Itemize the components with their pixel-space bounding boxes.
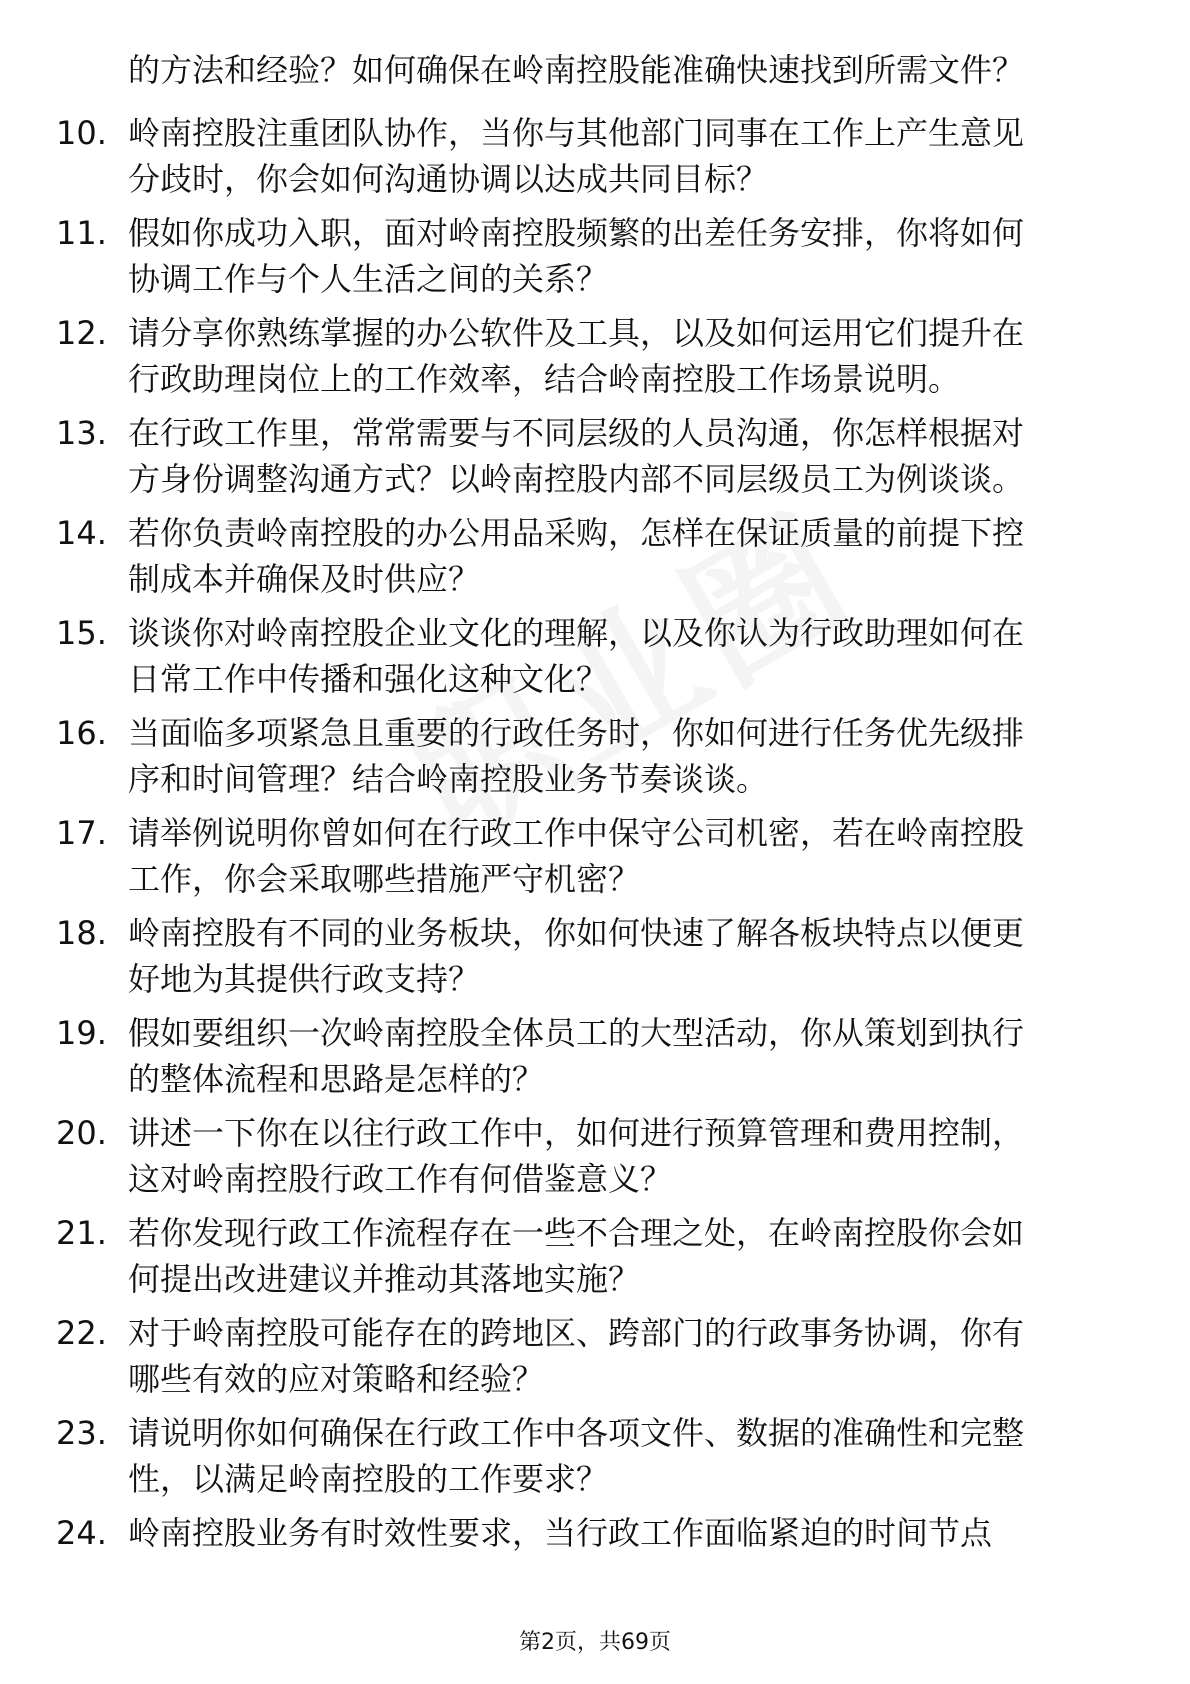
question-text: 对于岭南控股可能存在的跨地区、跨部门的行政事务协调，你有 哪些有效的应对策略和经验？ [128, 1314, 1025, 1398]
list-item [0, 710, 1190, 810]
question-number: 17. [56, 814, 107, 852]
list-item [0, 1410, 1190, 1510]
question-text: 岭南控股业务有时效性要求，当行政工作面临紧迫的时间节点 [128, 1514, 993, 1552]
question-number: 22. [56, 1314, 107, 1352]
list-item [0, 1310, 1190, 1410]
question-number: 19. [56, 1014, 107, 1052]
list-item [0, 410, 1190, 510]
question-text: 讲述一下你在以往行政工作中，如何进行预算管理和费用控制， 这对岭南控股行政工作有何借鉴意义？ [128, 1114, 1025, 1198]
question-number: 24. [56, 1514, 107, 1552]
question-text: 在行政工作里，常常需要与不同层级的人员沟通，你怎样根据对 方身份调整沟通方式？以岭南控股内部不同层级员工为例谈谈。 [128, 414, 1025, 498]
question-number: 21. [56, 1214, 107, 1252]
list-item [0, 1010, 1190, 1110]
page-footer: 第2页，共69页 [519, 1630, 671, 1655]
question-list [0, 110, 1190, 1610]
list-item [0, 610, 1190, 710]
continuation-text: 的方法和经验？如何确保在岭南控股能准确快速找到所需文件？ [128, 51, 1025, 89]
list-item [0, 310, 1190, 410]
question-text: 请说明你如何确保在行政工作中各项文件、数据的准确性和完整 性，以满足岭南控股的工作要求？ [128, 1414, 1025, 1498]
question-text: 当面临多项紧急且重要的行政任务时，你如何进行任务优先级排 序和时间管理？结合岭南控股业务节奏谈谈。 [128, 714, 1025, 798]
question-text: 若你负责岭南控股的办公用品采购，怎样在保证质量的前提下控 制成本并确保及时供应？ [128, 514, 1025, 598]
list-item [0, 1510, 1190, 1610]
list-item [0, 910, 1190, 1010]
list-item [0, 1210, 1190, 1310]
question-text: 谈谈你对岭南控股企业文化的理解，以及你认为行政助理如何在 日常工作中传播和强化这种文化？ [128, 614, 1025, 698]
question-number: 13. [56, 414, 107, 452]
question-text: 岭南控股注重团队协作，当你与其他部门同事在工作上产生意见 分歧时，你会如何沟通协调以达成共同目标？ [128, 114, 1025, 198]
list-item [0, 810, 1190, 910]
question-text: 请分享你熟练掌握的办公软件及工具，以及如何运用它们提升在 行政助理岗位上的工作效率，结合岭南控股工作场景说明。 [128, 314, 1025, 398]
list-item [0, 510, 1190, 610]
question-number: 16. [56, 714, 107, 752]
list-item [0, 210, 1190, 310]
question-number: 15. [56, 614, 107, 652]
question-text: 岭南控股有不同的业务板块，你如何快速了解各板块特点以便更 好地为其提供行政支持？ [128, 914, 1025, 998]
question-text: 请举例说明你曾如何在行政工作中保守公司机密，若在岭南控股 工作，你会采取哪些措施严守机密？ [128, 814, 1025, 898]
question-text: 假如要组织一次岭南控股全体员工的大型活动，你从策划到执行 的整体流程和思路是怎样的？ [128, 1014, 1025, 1098]
question-number: 20. [56, 1114, 107, 1152]
question-number: 11. [56, 214, 107, 252]
question-text: 若你发现行政工作流程存在一些不合理之处，在岭南控股你会如 何提出改进建议并推动其落地实施？ [128, 1214, 1025, 1298]
list-item [0, 110, 1190, 210]
list-item [0, 1110, 1190, 1210]
question-number: 23. [56, 1414, 107, 1452]
question-number: 10. [56, 114, 107, 152]
question-number: 18. [56, 914, 107, 952]
question-number: 14. [56, 514, 107, 552]
question-text: 假如你成功入职，面对岭南控股频繁的出差任务安排，你将如何 协调工作与个人生活之间的关系？ [128, 214, 1025, 298]
question-number: 12. [56, 314, 107, 352]
